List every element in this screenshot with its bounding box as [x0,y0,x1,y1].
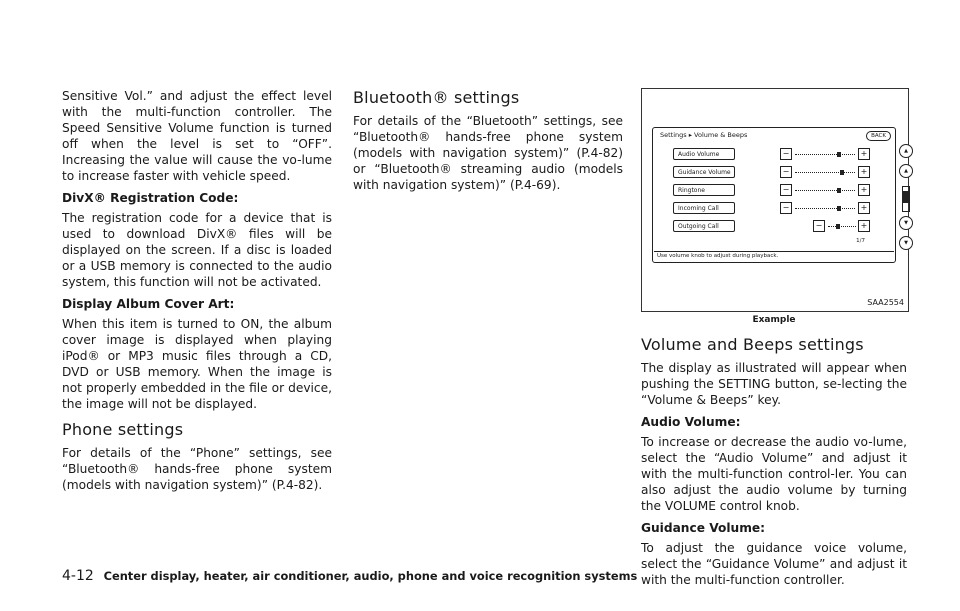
settings-screen [652,127,908,263]
page-up-icon[interactable]: ▲ [899,164,913,178]
level-knob[interactable] [837,188,841,193]
level-bar[interactable] [795,190,855,191]
back-button[interactable]: BACK [866,131,891,141]
right-column [641,88,907,594]
scrollbar[interactable] [902,186,910,212]
phone-settings-heading: Phone settings [62,420,184,439]
divx-text: The registration code for a device that is used to download DivX® files will be displayed on the screen. If a disc is loaded or a USB memory is connected to the audio system, this function will not be activated. [62,211,332,289]
level-bar[interactable] [795,154,855,155]
plus-icon[interactable]: + [858,166,870,178]
minus-icon[interactable]: − [813,220,825,232]
speed-volume-text: Sensitive Vol.” and adjust the effect level with the multi-function controller. The Speed Sensitive Volume function is turned off when the level is set to “OFF”. Increasing the value will cause the vo-lume to increase faster with vehicle speed. [62,89,332,183]
volume-beeps-heading: Volume and Beeps settings [641,335,864,354]
guidance-volume-label: Guidance Volume: [641,521,766,535]
menu-row-label[interactable]: Guidance Volume [673,166,735,178]
bluetooth-settings-text: For details of the “Bluetooth” settings, see “Bluetooth® hands-free phone system (models with navigation system)” (P.4-82) or “Bluetooth® streaming audio (models with navigation system)” (P.4-69). [353,114,623,192]
album-art-text: When this item is turned to ON, the album cover image is displayed when playing iPod® or MP3 music files through a CD, DVD or USB memory. When the image is not properly embedded in the file or device, the image will not be displayed. [62,317,332,411]
middle-column [353,88,623,199]
page-footer [62,568,637,584]
minus-icon[interactable]: − [780,148,792,160]
plus-icon[interactable]: + [858,184,870,196]
level-bar[interactable] [795,172,855,173]
minus-icon[interactable]: − [780,184,792,196]
menu-row[interactable] [673,164,871,182]
audio-volume-label: Audio Volume: [641,415,741,429]
level-bar[interactable] [795,208,855,209]
figure-code: SAA2554 [867,298,904,307]
screen-title: Settings ▸ Volume & Beeps [660,131,748,139]
plus-icon[interactable]: + [858,202,870,214]
divx-label: DivX® Registration Code: [62,191,239,205]
page-down-icon[interactable]: ▼ [899,216,913,230]
menu-row-label[interactable]: Outgoing Call [673,220,735,232]
menu-row-label[interactable]: Ringtone [673,184,735,196]
album-art-label: Display Album Cover Art: [62,297,235,311]
minus-icon[interactable]: − [780,202,792,214]
plus-icon[interactable]: + [858,220,870,232]
figure-caption: Example [752,315,796,325]
page-indicator: 1/7 [856,238,865,244]
menu-row[interactable] [673,218,871,236]
volume-beeps-text: The display as illustrated will appear when pushing the SETTING button, se-lecting the “Volume & Beeps” key. [641,361,907,407]
level-knob[interactable] [837,206,841,211]
scroll-up-icon[interactable]: ▲ [899,144,913,158]
level-knob[interactable] [837,152,841,157]
phone-settings-text: For details of the “Phone” settings, see “Bluetooth® hands-free phone system (models with navigation system)” (P.4-82). [62,446,332,492]
section-title: Center display, heater, air conditioner, audio, phone and voice recognition systems [103,569,638,583]
scrollbar-thumb[interactable] [903,191,909,203]
plus-icon[interactable]: + [858,148,870,160]
level-knob[interactable] [840,170,844,175]
menu-row-label[interactable]: Incoming Call [673,202,735,214]
menu-row[interactable] [673,200,871,218]
menu-row[interactable] [673,182,871,200]
level-knob[interactable] [836,224,840,229]
scroll-down-icon[interactable]: ▼ [899,236,913,250]
minus-icon[interactable]: − [780,166,792,178]
level-bar[interactable] [828,226,856,227]
audio-volume-text: To increase or decrease the audio vo-lume, select the “Audio Volume” and adjust it with the multi-function control-ler. You can also adjust the audio volume by turning the VOLUME control knob. [641,435,907,513]
screen-hint: Use volume knob to adjust during playback. [654,251,894,261]
menu-row-label[interactable]: Audio Volume [673,148,735,160]
menu-row[interactable] [673,146,871,164]
volume-beeps-figure [641,88,909,312]
volume-menu [673,146,871,236]
page-number: 4-12 [62,568,94,584]
left-column [62,88,332,499]
guidance-volume-text: To adjust the guidance voice volume, select the “Guidance Volume” and adjust it with the multi-function controller. [641,541,907,587]
bluetooth-settings-heading: Bluetooth® settings [353,88,520,107]
